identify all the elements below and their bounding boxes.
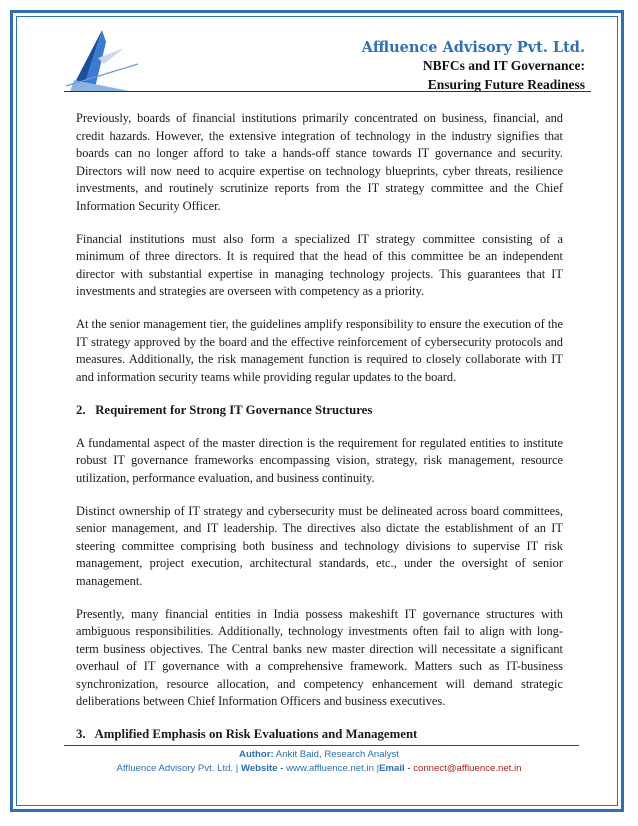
document-header: [362, 40, 585, 94]
author-label: Author:: [239, 749, 274, 760]
email-label: Email -: [379, 763, 414, 774]
company-name: Affluence Advisory Pvt. Ltd.: [361, 39, 585, 56]
section-heading-2: 2. Requirement for Strong IT Governance Structures: [76, 402, 373, 417]
header-divider: [64, 91, 591, 92]
document-title-line-1: NBFCs and IT Governance:: [422, 58, 585, 73]
footer-separator: |: [373, 763, 380, 774]
email-link[interactable]: connect@affluence.net.in: [413, 763, 522, 774]
website-link[interactable]: www.affluence.net.in: [286, 763, 374, 774]
footer-company: Affluence Advisory Pvt. Ltd. |: [116, 763, 241, 774]
paragraph: Financial institutions must also form a specialized IT strategy committee consisting of a minimum of three directors. It is required that the head of this committee be an independent director with substantial expertise in managing technology projects. This guarantees that IT investments and strategies are overseen with competency as a priority.: [76, 231, 563, 298]
document-title-line-2: Ensuring Future Readiness: [427, 77, 585, 92]
section-heading-3: 3. Amplified Emphasis on Risk Evaluations and Management: [76, 727, 418, 741]
footer-author: [40, 749, 598, 760]
footer-contact: [40, 763, 598, 774]
affluence-logo-icon: [64, 28, 140, 94]
document-body: [76, 110, 563, 759]
paragraph: Previously, boards of financial institutions primarily concentrated on business, financial, and credit hazards. However, the extensive integration of technology in the industry signifies that boards can no longer afford to take a hands-off stance towards IT governance and security. Directors will now need to acquire expertise on technology blueprints, cyber threats, resilience investments, and routinely scrutinize reports from the IT strategy committee and the Chief Information Security Officer.: [76, 111, 563, 213]
footer-divider: [64, 745, 579, 746]
paragraph: Distinct ownership of IT strategy and cybersecurity must be delineated across board committees, senior management, and IT leadership. The directives also dictate the establishment of an IT steering committee comprising both business and technology divisions to supervise IT risk management, project execution, architectural standards, etc., under the oversight of senior management.: [76, 503, 563, 588]
paragraph: A fundamental aspect of the master direction is the requirement for regulated entities to institute robust IT governance frameworks encompassing vision, strategy, risk management, resource utilization, performance evaluation, and business continuity.: [76, 435, 563, 485]
paragraph: Presently, many financial entities in India possess makeshift IT governance structures with ambiguous responsibilities. Additionally, technology investments often fail to align with long-term business objectives. The Central banks new master direction will necessitate a significant overhaul of IT governance with a comprehensive framework. Matters such as IT-business synchronization, resource allocation, and competency enhancement will demand strategic deliberations between Chief Information Officers and business executives.: [76, 606, 563, 708]
author-value: Ankit Baid, Research Analyst: [273, 749, 399, 760]
paragraph: At the senior management tier, the guidelines amplify responsibility to ensure the execution of the IT strategy approved by the board and the effective reinforcement of cybersecurity protocols and measures. Additionally, the risk management function is required to closely collaborate with IT and information security teams while providing regular updates to the board.: [76, 317, 563, 384]
website-label: Website -: [240, 763, 287, 774]
